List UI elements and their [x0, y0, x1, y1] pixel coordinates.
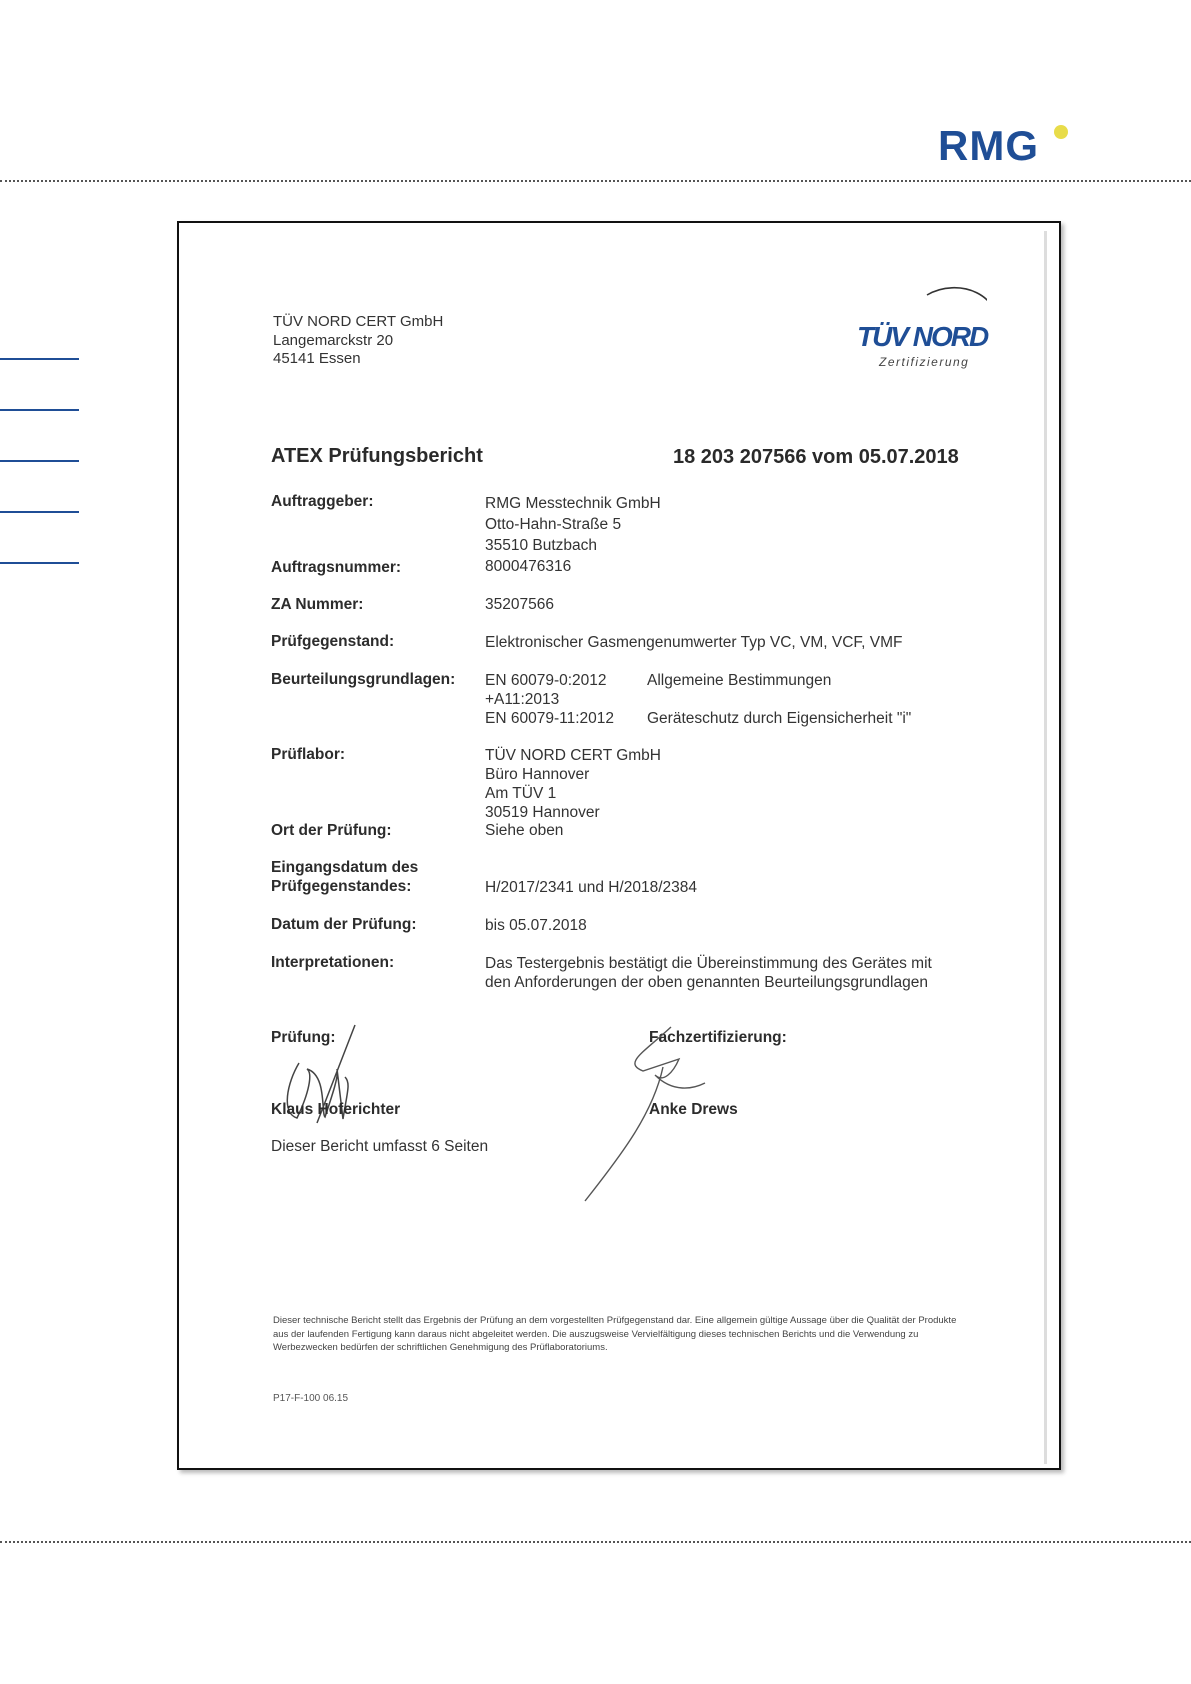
report-number: 18 203 207566 vom 05.07.2018 — [673, 446, 959, 468]
issuer-name: TÜV NORD CERT GmbH — [273, 313, 444, 330]
label-fachzertifizierung: Fachzertifizierung: — [649, 1029, 787, 1046]
tuv-logo-name: TÜV NORD — [857, 321, 988, 352]
auftraggeber-line-1: RMG Messtechnik GmbH — [485, 495, 661, 512]
pages-note: Dieser Bericht umfasst 6 Seiten — [271, 1138, 489, 1155]
label-ort-der-pruefung: Ort der Prüfung: — [271, 822, 392, 839]
norm-3: EN 60079-11:2012 — [485, 710, 614, 727]
legal-footnote: Dieser technische Bericht stellt das Ergebnis der Prüfung an dem vorgestellten Prüfgegenstand dar. Eine allgemein gültige Aussage über die Qualität der Produkte aus der laufenden Fertigung kann daraus nicht abgeleitet werden. Die auszugsweise Vervielfältigung dieses technischen Berichts und die Verwendung zu Werbezwecken bedürfen der schriftlichen Genehmigung des Prüflaboratoriums. — [273, 1315, 957, 1353]
pruefgegenstand-value: Elektronischer Gasmengenumwerter Typ VC, VM, VCF, VMF — [485, 634, 903, 651]
prueflabor-line-1: TÜV NORD CERT GmbH — [485, 747, 661, 764]
footer-divider — [0, 1541, 1191, 1543]
norm-1-desc: Allgemeine Bestimmungen — [647, 672, 832, 689]
interpretation-line-1: Das Testergebnis bestätigt die Übereinstimmung des Gerätes mit — [485, 955, 932, 972]
side-tab-marker — [0, 562, 79, 564]
label-prueflabor: Prüflabor: — [271, 746, 346, 763]
issuer-city: 45141 Essen — [273, 350, 361, 367]
datum-value: bis 05.07.2018 — [485, 917, 587, 934]
norm-3-desc: Geräteschutz durch Eigensicherheit "i" — [647, 710, 912, 727]
label-interpretationen: Interpretationen: — [271, 954, 395, 971]
label-eingangsdatum-1: Eingangsdatum des — [271, 859, 419, 876]
label-za-nummer: ZA Nummer: — [271, 596, 364, 613]
prueflabor-line-4: 30519 Hannover — [485, 804, 600, 821]
issuer-street: Langemarckstr 20 — [273, 331, 394, 349]
side-tab-marker — [0, 511, 79, 513]
header-divider — [0, 180, 1191, 182]
fach-name: Anke Drews — [649, 1101, 738, 1118]
auftragsnummer-value: 8000476316 — [485, 558, 572, 575]
certificate-scan — [177, 221, 1061, 1470]
label-beurteilungsgrundlagen: Beurteilungsgrundlagen: — [271, 671, 456, 688]
prueflabor-line-2: Büro Hannover — [485, 766, 590, 783]
eingang-value: H/2017/2341 und H/2018/2384 — [485, 879, 698, 896]
ort-value: Siehe oben — [485, 822, 564, 839]
label-auftraggeber: Auftraggeber: — [271, 493, 374, 510]
form-number: P17-F-100 06.15 — [273, 1393, 349, 1404]
report-title: ATEX Prüfungsbericht — [271, 445, 483, 467]
interpretation-line-2: den Anforderungen der oben genannten Beurteilungsgrundlagen — [485, 974, 928, 991]
rmg-logo-dot — [1054, 125, 1068, 139]
issuer-address — [273, 313, 443, 369]
side-tab-marker — [0, 460, 79, 462]
norm-1: EN 60079-0:2012 — [485, 672, 607, 689]
za-nummer-value: 35207566 — [485, 596, 554, 613]
pruefer-name: Klaus Hoferichter — [271, 1101, 401, 1118]
norm-2: +A11:2013 — [485, 691, 560, 708]
label-auftragsnummer: Auftragsnummer: — [271, 559, 402, 576]
scan-edge-shade — [1044, 231, 1047, 1464]
auftraggeber-line-2: Otto-Hahn-Straße 5 — [485, 516, 622, 533]
tuv-logo-sub: Zertifizierung — [879, 355, 970, 369]
label-pruefung: Prüfung: — [271, 1029, 336, 1046]
label-eingangsdatum-2: Prüfgegenstandes: — [271, 878, 412, 895]
rmg-logo: RMG — [938, 122, 1039, 169]
label-pruefgegenstand: Prüfgegenstand: — [271, 633, 395, 650]
side-tab-marker — [0, 409, 79, 411]
label-datum-der-pruefung: Datum der Prüfung: — [271, 916, 417, 933]
side-tab-marker — [0, 358, 79, 360]
auftraggeber-line-3: 35510 Butzbach — [485, 537, 598, 554]
prueflabor-line-3: Am TÜV 1 — [485, 785, 557, 802]
